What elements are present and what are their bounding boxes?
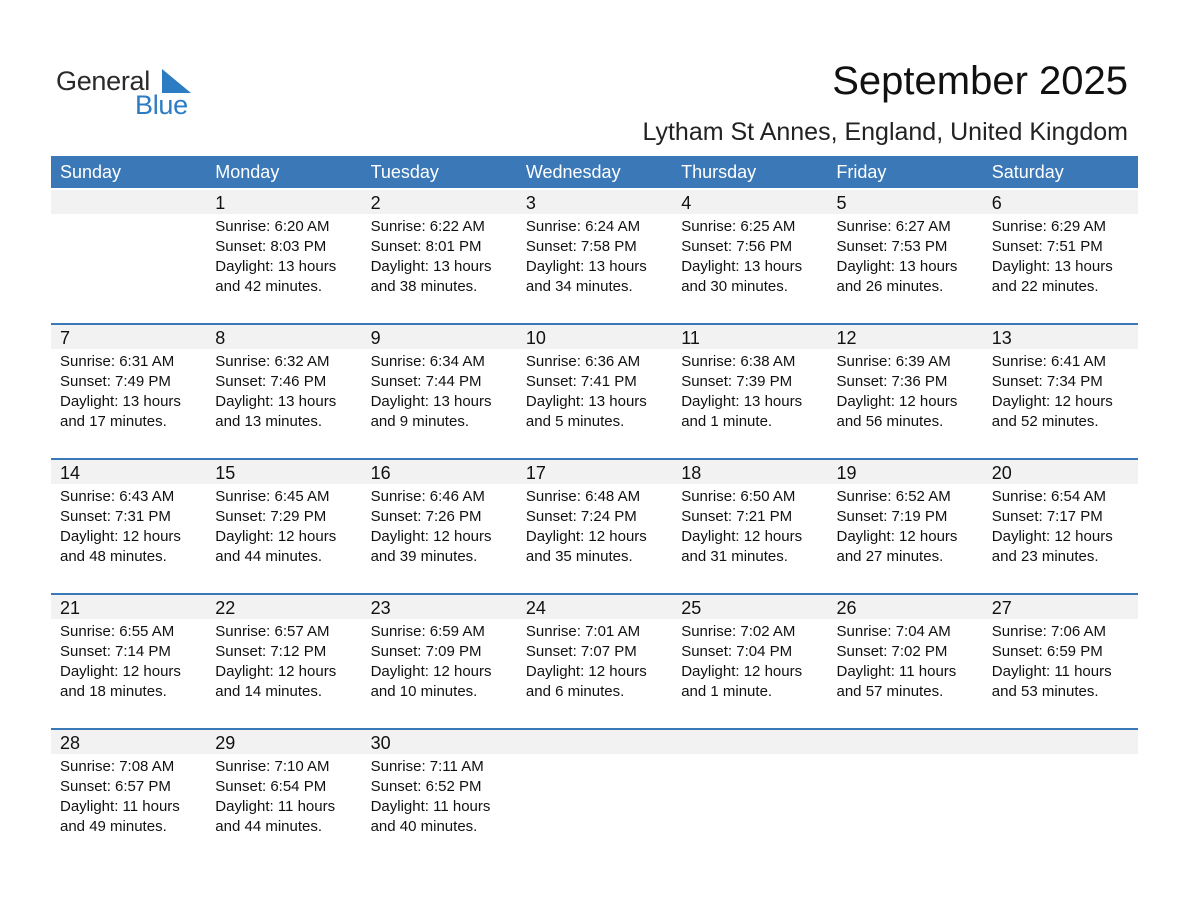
day-cell xyxy=(517,325,672,445)
day-daylight: Daylight: 11 hours xyxy=(370,798,491,815)
day-daylight: Daylight: 12 hours xyxy=(525,528,647,545)
weekday-header xyxy=(51,156,1138,188)
day-cell xyxy=(206,595,361,715)
day-daylight: Daylight: 13 hours xyxy=(525,258,647,275)
day-daylight: Daylight: 12 hours xyxy=(60,528,181,545)
day-minutes: and 26 minutes. xyxy=(836,278,944,295)
weekday-label: Tuesday xyxy=(370,162,439,182)
calendar-week xyxy=(51,730,1138,850)
day-number: 1 xyxy=(215,193,226,213)
day-daylight: Daylight: 11 hours xyxy=(836,663,957,680)
day-sunrise: Sunrise: 6:34 AM xyxy=(370,353,485,370)
day-sunrise: Sunrise: 6:41 AM xyxy=(991,353,1107,370)
day-daylight: Daylight: 12 hours xyxy=(681,528,803,545)
day-sunrise: Sunrise: 6:48 AM xyxy=(525,488,641,505)
day-number: 21 xyxy=(60,598,81,618)
day-sunrise: Sunrise: 6:50 AM xyxy=(681,488,796,505)
day-number: 18 xyxy=(681,463,702,483)
day-number: 5 xyxy=(836,193,847,213)
day-minutes: and 13 minutes. xyxy=(215,413,323,430)
day-minutes: and 49 minutes. xyxy=(60,818,167,835)
day-sunrise: Sunrise: 6:29 AM xyxy=(991,218,1107,235)
day-number: 25 xyxy=(681,598,702,618)
day-number: 10 xyxy=(525,328,546,348)
day-cell xyxy=(206,730,361,850)
day-number: 11 xyxy=(681,328,700,348)
day-number: 17 xyxy=(525,463,546,483)
logo-word-general: General xyxy=(56,66,150,96)
day-sunset: Sunset: 7:12 PM xyxy=(215,643,327,660)
day-sunrise: Sunrise: 6:57 AM xyxy=(215,623,330,640)
day-minutes: and 30 minutes. xyxy=(681,278,788,295)
day-minutes: and 9 minutes. xyxy=(370,413,469,430)
day-daylight: Daylight: 11 hours xyxy=(991,663,1112,680)
day-daylight: Daylight: 12 hours xyxy=(215,528,337,545)
day-sunset: Sunset: 7:04 PM xyxy=(681,643,793,660)
day-daylight: Daylight: 12 hours xyxy=(370,663,492,680)
day-daylight: Daylight: 13 hours xyxy=(836,258,958,275)
day-cell xyxy=(362,325,517,445)
day-sunrise: Sunrise: 6:22 AM xyxy=(370,218,485,235)
day-daylight: Daylight: 12 hours xyxy=(836,528,958,545)
day-minutes: and 44 minutes. xyxy=(215,818,323,835)
weekday-label: Friday xyxy=(836,162,887,182)
day-sunrise: Sunrise: 6:39 AM xyxy=(836,353,951,370)
day-cell xyxy=(672,190,827,310)
day-sunset: Sunset: 7:19 PM xyxy=(836,508,948,525)
day-number: 16 xyxy=(370,463,391,483)
day-sunrise: Sunrise: 6:43 AM xyxy=(60,488,175,505)
day-minutes: and 1 minute. xyxy=(681,413,773,430)
day-minutes: and 56 minutes. xyxy=(836,413,944,430)
day-daylight: Daylight: 13 hours xyxy=(215,393,337,410)
calendar-week xyxy=(51,460,1138,580)
day-sunset: Sunset: 7:31 PM xyxy=(60,508,171,525)
day-cell xyxy=(517,595,672,715)
day-minutes: and 44 minutes. xyxy=(215,548,323,565)
day-daylight: Daylight: 13 hours xyxy=(60,393,181,410)
day-sunrise: Sunrise: 7:01 AM xyxy=(525,623,641,640)
day-daylight: Daylight: 12 hours xyxy=(60,663,181,680)
day-sunset: Sunset: 7:14 PM xyxy=(60,643,171,660)
day-cell xyxy=(206,190,361,310)
day-daylight: Daylight: 12 hours xyxy=(681,663,803,680)
day-number: 30 xyxy=(370,733,391,753)
day-sunrise: Sunrise: 6:25 AM xyxy=(681,218,796,235)
day-number: 6 xyxy=(991,193,1002,213)
day-minutes: and 48 minutes. xyxy=(60,548,167,565)
day-daylight: Daylight: 12 hours xyxy=(525,663,647,680)
day-number: 13 xyxy=(991,328,1012,348)
day-daylight: Daylight: 13 hours xyxy=(991,258,1113,275)
day-minutes: and 27 minutes. xyxy=(836,548,944,565)
day-sunrise: Sunrise: 6:59 AM xyxy=(370,623,485,640)
page-title: September 2025 xyxy=(832,59,1128,103)
day-sunrise: Sunrise: 6:55 AM xyxy=(60,623,175,640)
day-sunrise: Sunrise: 7:10 AM xyxy=(215,758,330,775)
day-minutes: and 53 minutes. xyxy=(991,683,1099,700)
day-minutes: and 42 minutes. xyxy=(215,278,323,295)
day-cell xyxy=(362,595,517,715)
day-number: 12 xyxy=(836,328,857,348)
weekday-label: Thursday xyxy=(681,162,757,182)
day-cell xyxy=(983,190,1138,310)
day-cell xyxy=(51,325,206,445)
day-cell xyxy=(828,460,983,580)
day-number: 2 xyxy=(370,193,381,213)
day-sunset: Sunset: 6:52 PM xyxy=(370,778,482,795)
day-sunrise: Sunrise: 7:02 AM xyxy=(681,623,796,640)
day-sunset: Sunset: 7:02 PM xyxy=(836,643,948,660)
day-sunset: Sunset: 7:41 PM xyxy=(525,373,637,390)
day-minutes: and 34 minutes. xyxy=(525,278,633,295)
day-number: 14 xyxy=(60,463,81,483)
day-number: 8 xyxy=(215,328,226,348)
day-minutes: and 6 minutes. xyxy=(525,683,625,700)
brand-logo xyxy=(56,66,216,122)
weekday-label: Wednesday xyxy=(525,162,621,182)
day-sunset: Sunset: 7:44 PM xyxy=(370,373,482,390)
weekday-label: Sunday xyxy=(60,162,122,182)
day-number: 4 xyxy=(681,193,692,213)
day-minutes: and 5 minutes. xyxy=(525,413,625,430)
day-sunrise: Sunrise: 6:36 AM xyxy=(525,353,641,370)
day-daylight: Daylight: 12 hours xyxy=(991,528,1113,545)
day-sunset: Sunset: 7:09 PM xyxy=(370,643,482,660)
day-cell xyxy=(51,595,206,715)
day-minutes: and 1 minute. xyxy=(681,683,773,700)
day-cell xyxy=(206,325,361,445)
day-cell xyxy=(672,595,827,715)
day-cell xyxy=(51,730,206,850)
day-cell xyxy=(828,325,983,445)
day-sunset: Sunset: 7:34 PM xyxy=(991,373,1103,390)
day-number: 20 xyxy=(991,463,1012,483)
day-number: 24 xyxy=(525,598,546,618)
day-sunrise: Sunrise: 7:08 AM xyxy=(60,758,175,775)
day-daylight: Daylight: 12 hours xyxy=(836,393,958,410)
day-minutes: and 17 minutes. xyxy=(60,413,167,430)
day-minutes: and 38 minutes. xyxy=(370,278,478,295)
day-number: 15 xyxy=(215,463,236,483)
day-minutes: and 40 minutes. xyxy=(370,818,478,835)
day-cell xyxy=(672,460,827,580)
day-number: 3 xyxy=(525,193,536,213)
day-number: 23 xyxy=(370,598,391,618)
day-daylight: Daylight: 12 hours xyxy=(370,528,492,545)
day-sunset: Sunset: 7:29 PM xyxy=(215,508,327,525)
day-daylight: Daylight: 11 hours xyxy=(215,798,336,815)
day-minutes: and 31 minutes. xyxy=(681,548,788,565)
day-daylight: Daylight: 11 hours xyxy=(60,798,180,815)
day-cell xyxy=(828,595,983,715)
day-sunset: Sunset: 8:03 PM xyxy=(215,238,327,255)
day-sunset: Sunset: 7:39 PM xyxy=(681,373,793,390)
day-sunrise: Sunrise: 7:06 AM xyxy=(991,623,1107,640)
day-sunrise: Sunrise: 7:04 AM xyxy=(836,623,951,640)
day-daylight: Daylight: 13 hours xyxy=(370,258,492,275)
day-sunset: Sunset: 7:53 PM xyxy=(836,238,948,255)
calendar-week xyxy=(51,595,1138,715)
day-minutes: and 22 minutes. xyxy=(991,278,1099,295)
weekday-label: Saturday xyxy=(991,162,1064,182)
day-sunset: Sunset: 7:21 PM xyxy=(681,508,793,525)
day-cell xyxy=(983,595,1138,715)
calendar-week xyxy=(51,190,1138,310)
day-sunrise: Sunrise: 6:38 AM xyxy=(681,353,796,370)
day-cell xyxy=(517,190,672,310)
day-sunrise: Sunrise: 6:20 AM xyxy=(215,218,330,235)
day-number: 22 xyxy=(215,598,236,618)
day-sunrise: Sunrise: 6:45 AM xyxy=(215,488,330,505)
day-cell xyxy=(828,190,983,310)
day-sunset: Sunset: 7:49 PM xyxy=(60,373,171,390)
day-number: 29 xyxy=(215,733,236,753)
day-number: 28 xyxy=(60,733,81,753)
day-sunset: Sunset: 7:17 PM xyxy=(991,508,1103,525)
day-sunset: Sunset: 7:51 PM xyxy=(991,238,1103,255)
day-minutes: and 52 minutes. xyxy=(991,413,1099,430)
day-sunset: Sunset: 7:26 PM xyxy=(370,508,482,525)
day-sunset: Sunset: 6:59 PM xyxy=(991,643,1103,660)
day-minutes: and 35 minutes. xyxy=(525,548,633,565)
day-daylight: Daylight: 13 hours xyxy=(681,393,803,410)
day-sunrise: Sunrise: 7:11 AM xyxy=(370,758,484,775)
day-sunset: Sunset: 6:54 PM xyxy=(215,778,327,795)
day-number: 27 xyxy=(991,598,1012,618)
day-sunrise: Sunrise: 6:27 AM xyxy=(836,218,951,235)
day-daylight: Daylight: 13 hours xyxy=(215,258,337,275)
day-number: 26 xyxy=(836,598,857,618)
day-sunrise: Sunrise: 6:31 AM xyxy=(60,353,175,370)
day-sunset: Sunset: 7:24 PM xyxy=(525,508,637,525)
day-cell xyxy=(983,460,1138,580)
day-cell xyxy=(206,460,361,580)
day-sunset: Sunset: 7:36 PM xyxy=(836,373,948,390)
day-minutes: and 14 minutes. xyxy=(215,683,323,700)
day-number: 9 xyxy=(370,328,381,348)
day-number: 19 xyxy=(836,463,857,483)
day-cell xyxy=(517,460,672,580)
day-cell xyxy=(362,190,517,310)
day-sunset: Sunset: 7:07 PM xyxy=(525,643,637,660)
day-sunrise: Sunrise: 6:52 AM xyxy=(836,488,951,505)
day-cell xyxy=(362,460,517,580)
logo-word-blue: Blue xyxy=(135,90,188,120)
weekday-label: Monday xyxy=(215,162,280,182)
day-minutes: and 39 minutes. xyxy=(370,548,478,565)
day-daylight: Daylight: 13 hours xyxy=(681,258,803,275)
day-sunset: Sunset: 7:46 PM xyxy=(215,373,327,390)
day-sunset: Sunset: 8:01 PM xyxy=(370,238,482,255)
day-minutes: and 57 minutes. xyxy=(836,683,944,700)
day-sunset: Sunset: 7:56 PM xyxy=(681,238,793,255)
day-minutes: and 18 minutes. xyxy=(60,683,167,700)
day-number: 7 xyxy=(60,328,71,348)
day-minutes: and 10 minutes. xyxy=(370,683,478,700)
day-cell xyxy=(51,460,206,580)
day-sunrise: Sunrise: 6:32 AM xyxy=(215,353,330,370)
day-sunrise: Sunrise: 6:24 AM xyxy=(525,218,641,235)
day-sunrise: Sunrise: 6:54 AM xyxy=(991,488,1107,505)
day-cell xyxy=(672,325,827,445)
day-daylight: Daylight: 13 hours xyxy=(370,393,492,410)
day-daylight: Daylight: 13 hours xyxy=(525,393,647,410)
location-subtitle: Lytham St Annes, England, United Kingdom xyxy=(642,118,1128,146)
day-cell xyxy=(983,325,1138,445)
day-sunrise: Sunrise: 6:46 AM xyxy=(370,488,485,505)
day-daylight: Daylight: 12 hours xyxy=(991,393,1113,410)
calendar-week xyxy=(51,325,1138,445)
day-daylight: Daylight: 12 hours xyxy=(215,663,337,680)
day-cell xyxy=(362,730,517,850)
day-minutes: and 23 minutes. xyxy=(991,548,1099,565)
day-sunset: Sunset: 7:58 PM xyxy=(525,238,637,255)
day-sunset: Sunset: 6:57 PM xyxy=(60,778,171,795)
